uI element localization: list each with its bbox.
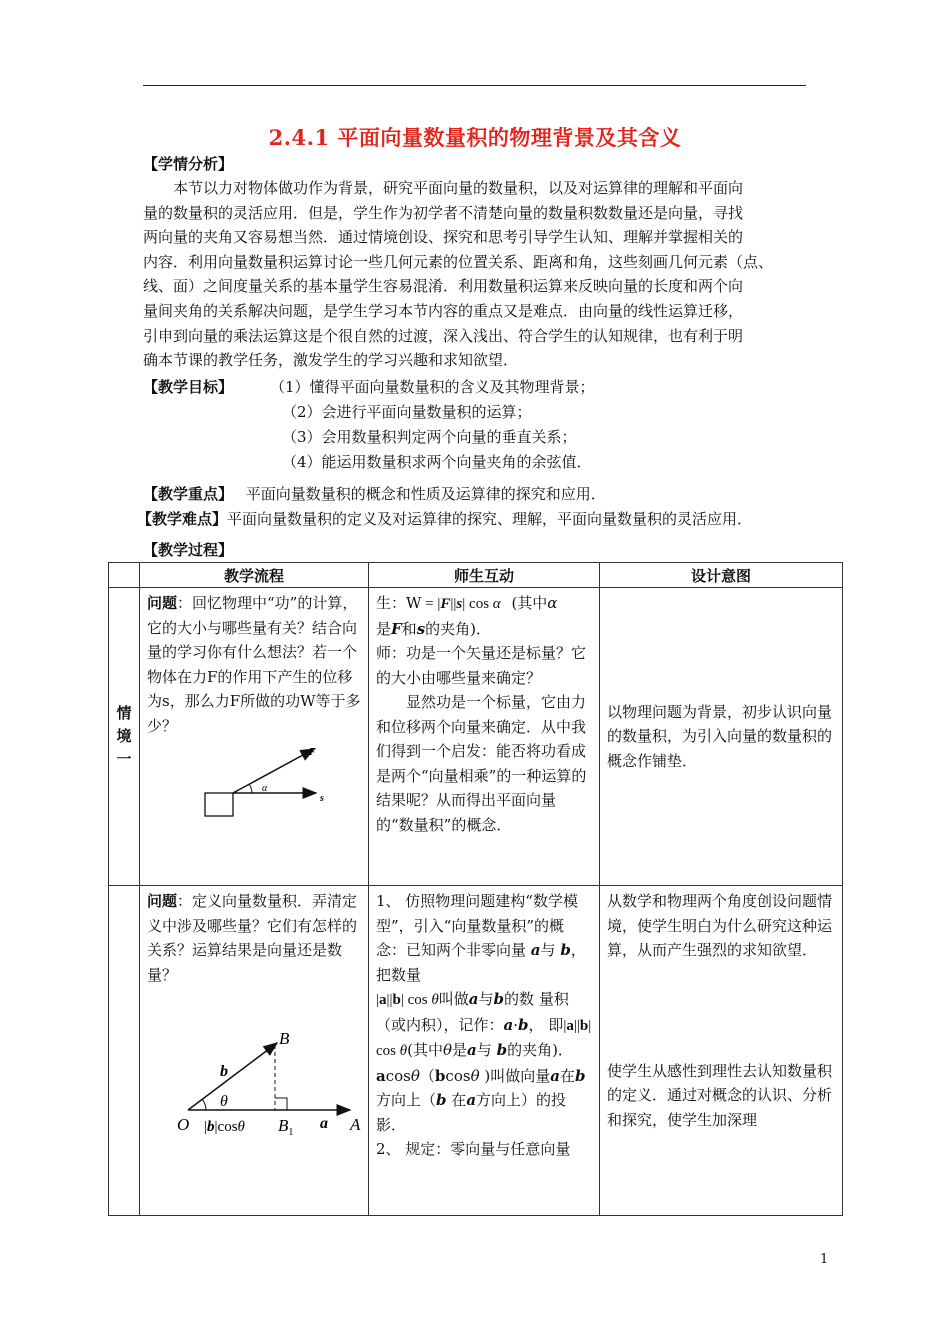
difficulty-text: 平面向量数量积的定义及对运算律的探究、理解，平面向量数量积的灵活应用． xyxy=(227,510,753,528)
text-span: 是 xyxy=(452,1041,468,1059)
formula-line xyxy=(376,617,592,642)
text-span: 的夹角)． xyxy=(425,619,491,638)
paragraph-line: 确本节课的教学任务，激发学生的学习兴趣和求知欲望． xyxy=(143,351,519,370)
text-span: 和 xyxy=(401,619,417,638)
stage-label xyxy=(109,588,140,886)
angle-arc xyxy=(249,784,252,793)
section-label-difficulty: 【教学难点】 xyxy=(137,510,228,528)
text-span: 在 xyxy=(559,1066,575,1085)
stage-char: 一 xyxy=(116,750,132,768)
page-number: 1 xyxy=(820,1252,829,1267)
theta-label: θ xyxy=(220,1093,228,1110)
math-var: a xyxy=(503,1015,514,1034)
paragraph-line: 本节以力对物体做功作为背景，研究平面向量的数量积，以及对运算律的理解和平面向 xyxy=(173,179,744,197)
math-var: b xyxy=(496,1041,508,1059)
flow-cell xyxy=(140,588,369,886)
text-span: 在 xyxy=(451,1091,467,1109)
text-span: (其中 xyxy=(511,594,548,612)
math-var: θ xyxy=(470,1066,480,1085)
question-text: ：回忆物理中“功”的计算，它的大小与哪些量有关？结合向量的学习你有什么想法？若一个物体在力F的作用下产生的位移为s，那么力F所做的功W等于多少？ xyxy=(147,594,361,735)
text-span: (其中 xyxy=(407,1041,443,1059)
text-span: 叫做 xyxy=(438,990,469,1008)
paragraph-line: 两向量的夹角又容易想当然．通过情境创设、探究和思考引导学生认知、理解并掌握相关的 xyxy=(143,228,744,247)
point-A-label: A xyxy=(350,1115,361,1134)
section-label-process: 【教学过程】 xyxy=(143,541,234,559)
projection-length-label: |b|cosθ xyxy=(204,1119,245,1135)
header-rule xyxy=(143,85,806,86)
interaction-cell xyxy=(369,886,600,1216)
math-var: b xyxy=(560,941,571,959)
math-var: a xyxy=(376,1066,386,1085)
text-span: 把数量 xyxy=(376,965,422,984)
math-func: cos xyxy=(469,596,490,612)
math-var: a xyxy=(550,1066,560,1085)
section-label-goals: 【教学目标】 xyxy=(143,378,234,396)
key-point-text: 平面向量数量积的概念和性质及运算律的探究和应用． xyxy=(245,485,606,503)
math-var: θ xyxy=(410,1066,420,1085)
force-label: F xyxy=(309,747,316,758)
stage-char: 情 xyxy=(116,704,132,722)
table-header-row xyxy=(109,563,843,588)
projection-figure xyxy=(140,1018,361,1148)
point-O-label: O xyxy=(177,1115,190,1134)
section-label-xueqing: 【学情分析】 xyxy=(143,155,234,173)
table-header: 师生互动 xyxy=(369,563,600,588)
text-span: )叫做向量 xyxy=(484,1066,551,1085)
text-span: 与 xyxy=(540,941,556,959)
table-header-blank xyxy=(109,563,140,588)
math-var: a xyxy=(468,990,479,1008)
right-angle-mark xyxy=(275,1098,287,1110)
goal-item: （3）会用数量积判定两个向量的垂直关系； xyxy=(282,428,577,446)
xueqing-paragraph xyxy=(143,176,808,373)
difficulty-point xyxy=(137,507,752,531)
process-table xyxy=(108,562,843,1216)
explanation-text: 显然功是一个标量，它由力和位移两个向量来确定．从中我们得到一个启发：能否将功看成是两个“向量相乘”的一种运算的结果呢？从而得出平面向量的“数量积”的概念． xyxy=(376,693,587,834)
math-op: · xyxy=(513,1015,519,1034)
alpha-label: α xyxy=(262,783,268,794)
paragraph-line: 引申到向量的乘法运算这是个很自然的过渡，深入浅出、符合学生的认知规律，也有利于明 xyxy=(143,326,744,345)
vector-b-arrow xyxy=(188,1043,277,1110)
flow-text xyxy=(140,886,368,990)
point-B1-label: $B_1$ xyxy=(278,1116,294,1138)
text-span: 方向上）的投影． xyxy=(376,1091,567,1134)
math-var: b xyxy=(493,990,505,1008)
math-var: θ xyxy=(442,1041,453,1059)
displacement-label: s xyxy=(320,793,324,804)
math-var: b xyxy=(436,1091,447,1109)
text-span: 的数 xyxy=(504,990,535,1008)
table-header: 设计意图 xyxy=(600,563,843,588)
work-figure xyxy=(164,745,324,835)
math-var: a xyxy=(467,1041,477,1059)
text-span: 与 xyxy=(476,1041,492,1059)
math-var: F xyxy=(440,596,451,612)
text-span: 即 xyxy=(548,1015,564,1034)
formula-abcos: |a||b| cos θ xyxy=(376,992,439,1008)
formula-abcos: |a||b| cos θ xyxy=(376,1017,592,1059)
text-span: 的夹角)． xyxy=(507,1041,573,1059)
math-var: α xyxy=(547,594,558,612)
rule-text: 2、 规定：零向量与任意向量 xyxy=(376,1140,571,1158)
definition-intro: 1、 仿照物理问题建构“数学模型”，引入“向量数量积”的概念：已知两个非零向量 xyxy=(376,892,578,959)
text-span: 与 xyxy=(478,990,494,1008)
goal-item: （2）会进行平面向量数量积的运算； xyxy=(282,403,532,421)
question-label: 问题 xyxy=(147,594,178,612)
interaction-text xyxy=(369,588,599,840)
text-span: 是 xyxy=(376,619,392,638)
flow-text xyxy=(140,588,368,741)
intent-cell xyxy=(600,588,843,886)
text-span: 方向上（ xyxy=(376,1091,437,1109)
table-header: 教学流程 xyxy=(140,563,369,588)
theta-arc xyxy=(202,1099,206,1110)
teacher-question: 师：功是一个矢量还是标量？它的大小由哪些量来确定？ xyxy=(376,644,587,687)
goal-item: （4）能运用数量积求两个向量夹角的余弦值． xyxy=(282,453,592,471)
block-shape xyxy=(205,793,233,816)
intent-text: 从数学和物理两个角度创设问题情境，使学生明白为什么研究这种运算，从而产生强烈的求知欲望． xyxy=(607,892,833,959)
text-span: 生：W xyxy=(376,594,422,612)
stage-char: 境 xyxy=(116,727,132,745)
question-label: 问题 xyxy=(147,892,178,910)
formula-line: 生：W = |F||s| cos α (其中α xyxy=(376,594,558,612)
math-func: cos xyxy=(385,1066,411,1085)
stage-label-empty xyxy=(109,886,140,1216)
vector-b-label: b xyxy=(220,1063,228,1080)
math-func: cos xyxy=(445,1066,471,1085)
math-var: a xyxy=(530,941,541,959)
paragraph-line: 量的数量积的灵活应用．但是，学生作为初学者不清楚向量的数量积数数量还是向量，寻找 xyxy=(143,203,744,222)
math-var: b xyxy=(434,1066,446,1085)
math-var: b xyxy=(574,1066,586,1085)
intent-cell xyxy=(600,886,843,1216)
math-var: b xyxy=(518,1015,529,1034)
paragraph-line: 量间夹角的关系解决问题，是学生学习本节内容的重点又是难点．由向量的线性运算迁移， xyxy=(143,301,744,320)
intent-text: 以物理问题为背景，初步认识向量的数量积，为引入向量的数量积的概念作铺垫． xyxy=(607,702,833,770)
table-row xyxy=(109,886,843,1216)
goal-item: （1）懂得平面向量数量积的含义及其物理背景； xyxy=(270,378,595,396)
point-B-label: B xyxy=(279,1029,290,1048)
math-var: s xyxy=(456,596,463,612)
math-var: a xyxy=(466,1091,477,1109)
math-var: α xyxy=(492,596,501,612)
question-text: ：定义向量数量积．弄清定义中涉及哪些量？它们有怎样的关系？运算结果是向量还是数量？ xyxy=(147,892,358,984)
intent-text: 使学生从感性到理性去认知数量积的定义．通过对概念的认识、分析和探究，使学生加深理 xyxy=(607,1061,833,1129)
flow-cell xyxy=(140,886,369,1216)
table-row xyxy=(109,588,843,886)
section-label-key: 【教学重点】 xyxy=(143,485,234,503)
vector-a-label: a xyxy=(320,1115,328,1132)
interaction-text: 1、 仿照物理问题建构“数学模型”，引入“向量数量积”的概念：已知两个非零向量 a与 b， 把数量 |a||b| cos θ叫做a与b的数 量积（或内积），记作：a·b， 即|a||b| cos θ(其中θ是a与 b的夹角)． acosθ（bcosθ )叫做向量a在b方向上（b 在a方向上）的投影． 2、 规定：零向量与任意向量 xyxy=(369,886,599,1165)
math-var: s xyxy=(416,619,426,638)
math-var: F xyxy=(391,619,402,638)
paragraph-line: 线、面）之间度量关系的基本量学生容易混淆．利用数量积运算来反映向量的长度和两个向 xyxy=(143,277,744,296)
page-title: 2.4.1 平面向量数量积的物理背景及其含义 xyxy=(268,125,682,150)
force-arrow xyxy=(233,749,314,793)
interaction-cell xyxy=(369,588,600,886)
key-point xyxy=(143,482,606,506)
paragraph-line: 内容．利用向量数量积运算讨论一些几何元素的位置关系、距离和角，这些刻画几何元素（点、 xyxy=(143,252,774,271)
text-span: 量积（或内积），记作： xyxy=(376,990,569,1034)
